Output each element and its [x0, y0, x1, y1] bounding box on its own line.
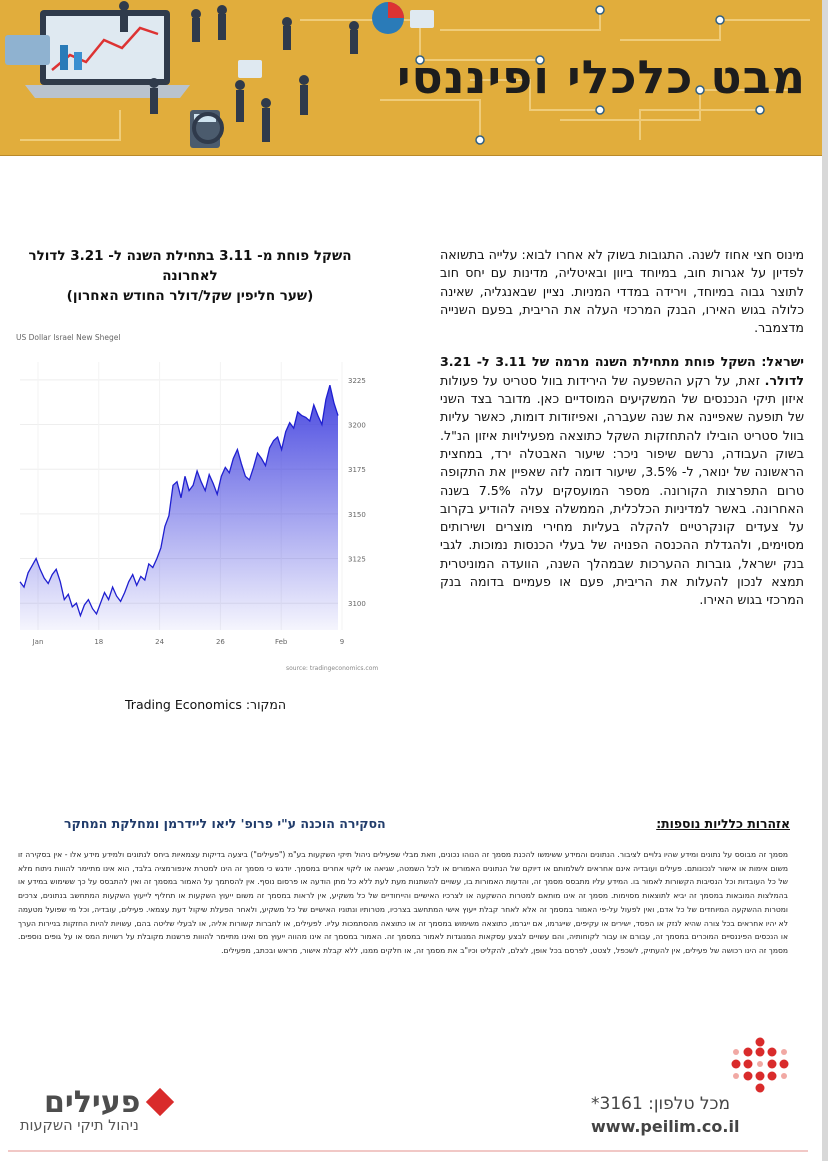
disclaimer-heading: אזהרות כלליות נוספות: — [656, 816, 790, 831]
israel-text: זאת, על רקע ההשפעה של הירידות בוול סטריט על פעולות איזון תיקי הנכנסים של המשקיעים המוסדיים כאן. מדובר בצד השני של תופעה שאפיינה את שנה שעברה, ואפיזודות דומות, כאשר עליות בוול סטריט הובילו להתחזקות השקל כתוצאה מפעילויות איזון הנ"ל. בשוק העבודה, נרשם שיפור ניכר: שיעור האבטלה ירד, במחצית הראשונה של ינואר, ל- 3.5%, שיעור דומה לזה שאפיין את התקופה טרום התפרצות הקורונה. מספר המועסקים עלה 7.5% בשנה האחרונה. באשר למדיניות הכלכלית, הממשלה צפויה להודיע בקרוב על צעדים קונקרטיים להקלה בעליות מחירי מוצרים ושירותים מסוימים, ולהגדלת ההכנסה הפנויה של בעלי הכנסות נמוכות. לגבי בנק ישראל, גוברות ההערכות שבמהלך השנה, הוועדה המוניטרית תמצא לנכון להעלות את הריבית, פעם או פעמיים בדומה בנק המרכזי בגוש האירו. — [440, 372, 805, 608]
logo-wordmark: פעילים — [44, 1085, 141, 1120]
y-tick-label: 3125 — [348, 555, 366, 564]
usd-ils-chart — [10, 322, 380, 678]
y-tick-label: 3225 — [348, 376, 366, 385]
prepared-by: הסקירה הוכנה ע"י פרופ' ליאו ליידרמן ומחלקת המחקר — [64, 816, 386, 831]
y-tick-label: 3200 — [348, 421, 366, 430]
x-tick-label: 18 — [94, 638, 104, 646]
x-tick-label: Jan — [32, 638, 44, 646]
footer-phone: מכל טלפון: 3161* — [591, 1094, 731, 1114]
header-title: מבט כלכלי ופיננסי — [396, 50, 806, 104]
chart-series — [20, 385, 338, 630]
disclaimer-text: מסמך זה מבוסס על נתונים ומידע שהיו גלויים לציבור. הנתונים והמידע ששימשו להכנת מסמך זה הנוהו נכונים, וזאת מבלי שפעילים ניהול תיקי השקעות בע"מ ("פעילים") ביצעה בדיקות עצמאיות ביחס לנתונים ולמידע מידע אלו - אין בסקירה זו משום אימות או אישור לנכונותם. פעילים ועובדיה אינם אחראים לשלמותם או דיוקם של הנתונים האמורים או לכל השמטה, שגיאה או ליקוי אחרים במסמך. יודגש כי מסמך זה הינו למטרת אינפורמציה בלבד, הוא אינו מתיימר להווות ניתוח מלא של כל העובדות וכל הנסיבות הקשורות לאמור בו. המידע עליו מתבסס מסמך זה, והדעות האמורות בו, עשויים להשתנות מעת לעת ללא כל מתן הודעה או פרסום נוסף. אין להסתמך על האמור במסמך זה ואין להתבסס על כך ששימוש במידע או בהמלצות המובאות במסמך זה יביא לתוצאות מסוימות. מסמך זה אינו מותאם למטרות ההשקעה או לצרכיו האישיים והייחודיים של כל משקיע, אין לראות במסמך זה משום ייעוץ השקעות או תחליף לייעוץ השקעות המתחשב בנתונים, צרכים ומטרות ההשקעה המיוחדים של כל אדם, ואין לפעול על-פי האמור במסמך זה אלא לאחר קבלת ייעוץ אישי המתחשב בצרכיו, מטרותיו ונתוניו האישיים של כל משקיע, ולאחר הפעלת שיקול דעת עצמאי. פעילים, עובדיה, וכל מי שפועל מטעמה לא יהיו אחראים בכל צורה שהיא לנזק או הפסד, ישירים או עקיפים, שייגרמו, אם ייגרמו, כתוצאה משימוש במסמך זה או כתוצאה מהסתמכות עליו. לפעילים, או לחברות קשורות אליה, או לבעלי שליטה בהם, עשויות להיות החזקות בניירות הערך או הנכסים הפיננסיים המוכרים במסמך זה, עבורם או עבור לקוחותיה, והם עשויים לבצע עסקאות המנוגדות לאמור במסמך זה. האמור במסמך זה אינו מהווה ייעוץ מס ואינו מתיימר להווות פרשנות מקובלת על רשויות המס או על גופים נוספים. מסמך זה הינו רכושה של פעילים, אין להעתיק, לשכפל, לצטט, לפרסם בכל אופן, לצלם, להקליט וכיו"ב את מסמך זה, או חלקים ממנו, ללא קבלת אישור, מראש ובכתב, מפעילים. — [18, 850, 788, 955]
article-body — [440, 246, 804, 610]
x-tick-label: Feb — [274, 638, 288, 646]
chart-source: המקור: Trading Economics — [125, 697, 287, 712]
chart-heading-line-2: לאחרונה — [162, 268, 218, 284]
area-fill — [20, 385, 338, 630]
peilim-diamond-icon — [142, 1084, 178, 1120]
dots-logo-icon — [722, 1036, 794, 1096]
x-tick-label: 24 — [155, 638, 165, 646]
page-edge — [822, 0, 828, 1161]
chart-heading-line-3: (שער חליפין שקל/דולר החודש האחרון) — [66, 288, 314, 304]
paragraph-israel — [440, 353, 804, 609]
chart-heading-line-1: השקל פוחת מ- 3.11 בתחילת השנה ל- 3.21 לדולר — [28, 248, 352, 264]
israel-lead: ישראל: השקל פוחת מתחילת השנה מרמה של 3.11 ל- 3.21 לדולר. — [440, 354, 804, 388]
chart-source-note: source: tradingeconomics.com — [286, 665, 379, 672]
logo-subtitle: ניהול תיקי השקעות — [20, 1118, 139, 1134]
y-tick-label: 3175 — [348, 466, 366, 475]
x-tick-label: 26 — [215, 638, 225, 646]
chart-title: US Dollar Israel New Shegel — [16, 333, 121, 342]
header-banner — [0, 0, 822, 156]
y-tick-label: 3150 — [348, 510, 366, 519]
x-tick-label: 9 — [339, 638, 345, 646]
chart-heading — [15, 246, 365, 306]
y-tick-label: 3100 — [348, 600, 366, 609]
footer-website[interactable]: www.peilim.co.il — [591, 1117, 740, 1136]
footer-divider — [8, 1150, 808, 1152]
paragraph-europe: מינוס חצי אחוז לשנה. התגובות בשוק לא אחרו לבוא: עלייה בתשואה לפדיון על אגרות חוב, במיוחד ביוון ובאיטליה, מדינות עם יחס חוב לתוצר גבוה במיוחד, וירידה במדדי המניות. נציין שבאנגליה, שאינה כלולה בגוש האירו, הבנק המרכזי העלה את הריבית, בפעם השנייה מדצמבר. — [440, 247, 804, 336]
chart-y-axis — [348, 377, 366, 608]
chart-x-axis — [32, 638, 345, 646]
